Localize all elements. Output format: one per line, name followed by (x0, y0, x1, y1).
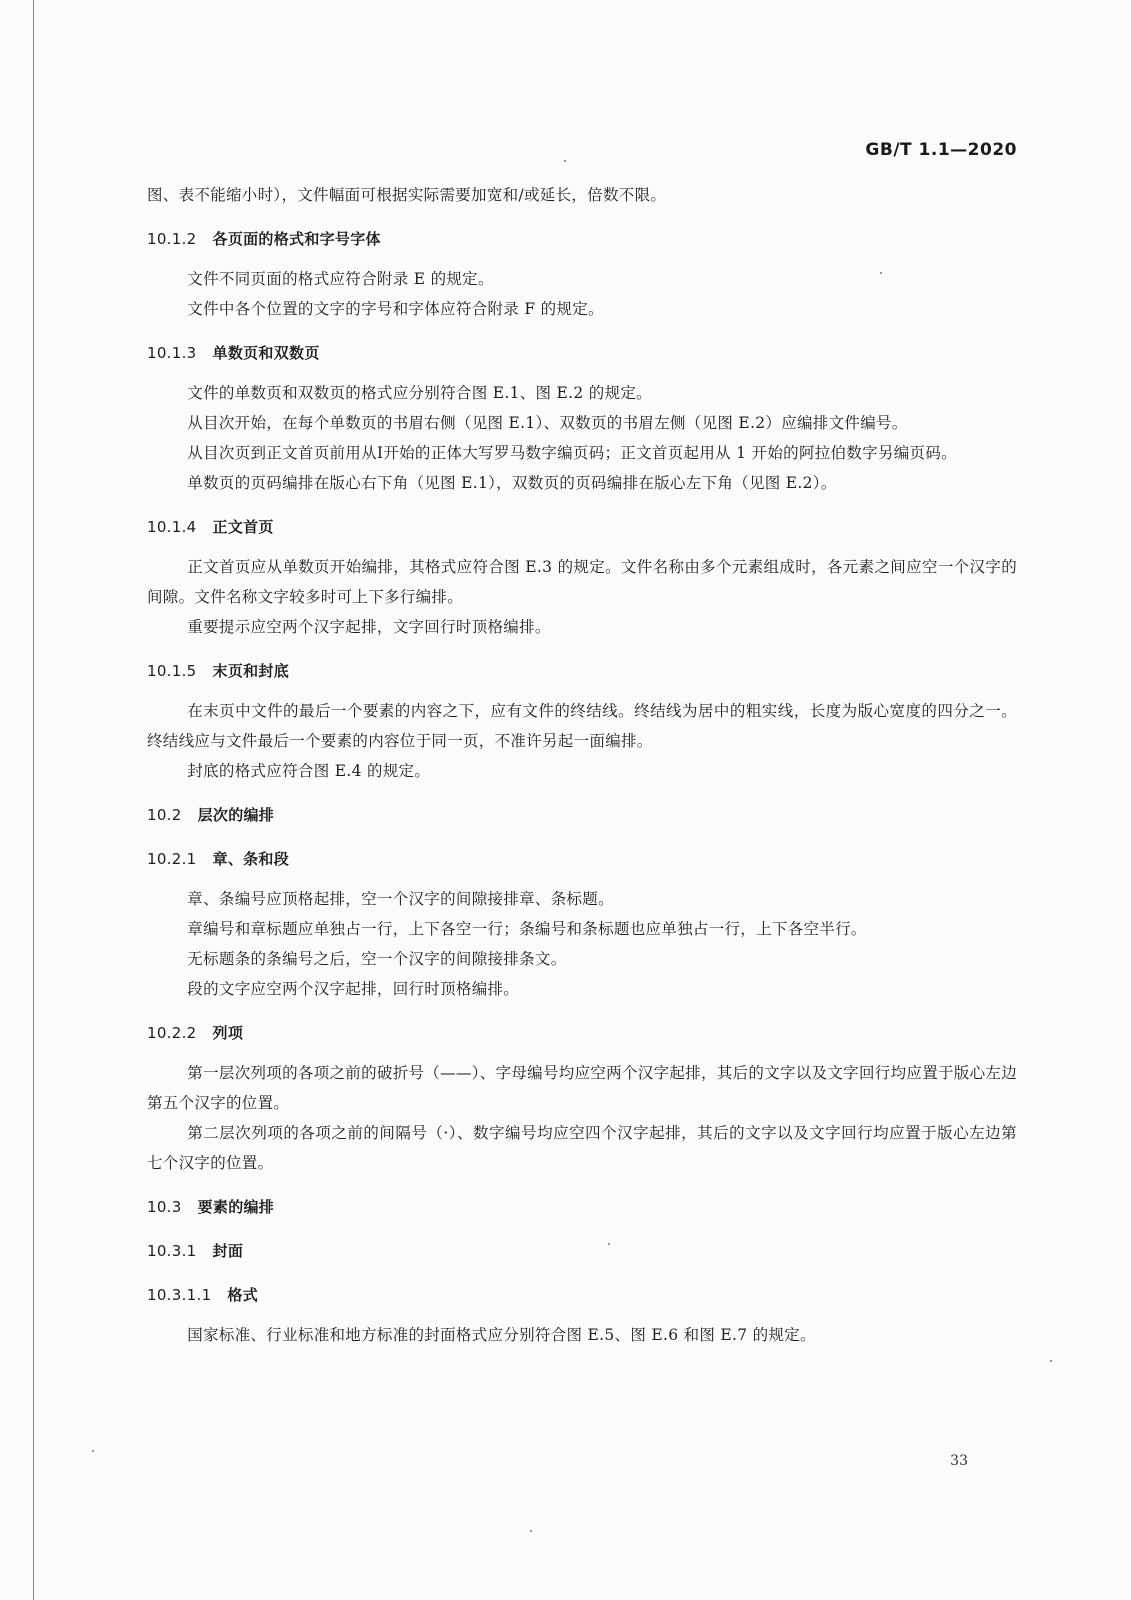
section-heading (147, 656, 1017, 686)
body-paragraph: 从目次页到正文首页前用从Ⅰ开始的正体大写罗马数字编页码；正文首页起用从 1 开始的阿拉伯数字另编页码。 (187, 444, 957, 462)
document-code-header: GB/T 1.1—2020 (865, 140, 1017, 160)
section-title: 正文首页 (212, 518, 274, 536)
section-title: 各页面的格式和字号字体 (212, 230, 381, 248)
scan-edge-line (33, 0, 34, 1600)
section-number: 10.1.2 (147, 230, 197, 248)
body-paragraph: 章、条编号应顶格起排，空一个汉字的间隙接排章、条标题。 (187, 890, 614, 908)
page-number: 33 (950, 1453, 968, 1469)
scan-speck (530, 1530, 532, 1532)
section-number: 10.3 (147, 1198, 182, 1216)
section-heading (147, 800, 1017, 830)
section-number: 10.3.1 (147, 1242, 197, 1260)
body-paragraph: 文件不同页面的格式应符合附录 E 的规定。 (187, 270, 494, 288)
body-paragraph: 在末页中文件的最后一个要素的内容之下，应有文件的终结线。终结线为居中的粗实线，长度为版心宽度的四分之一。终结线应与文件最后一个要素的内容位于同一页，不准许另起一面编排。 (147, 702, 1017, 750)
body-paragraph: 正文首页应从单数页开始编排，其格式应符合图 E.3 的规定。文件名称由多个元素组成时，各元素之间应空一个汉字的间隙。文件名称文字较多时可上下多行编排。 (147, 558, 1017, 606)
section-title: 章、条和段 (212, 850, 290, 868)
section-number: 10.2 (147, 806, 182, 824)
section-heading (147, 844, 1017, 874)
body-paragraph: 无标题条的条编号之后，空一个汉字的间隙接排条文。 (187, 950, 567, 968)
body-paragraph: 第一层次列项的各项之前的破折号（——）、字母编号均应空两个汉字起排，其后的文字以及文字回行均应置于版心左边第五个汉字的位置。 (147, 1064, 1017, 1112)
scan-speck (564, 160, 566, 162)
document-body (147, 180, 1017, 1350)
section-title: 封面 (212, 1242, 244, 1260)
body-paragraph: 图、表不能缩小时），文件幅面可根据实际需要加宽和/或延长，倍数不限。 (147, 186, 667, 204)
body-paragraph: 国家标准、行业标准和地方标准的封面格式应分别符合图 E.5、图 E.6 和图 E.7 的规定。 (187, 1326, 816, 1344)
section-number: 10.1.3 (147, 344, 197, 362)
section-title: 单数页和双数页 (212, 344, 320, 362)
scan-speck (608, 1243, 610, 1245)
section-title: 层次的编排 (197, 806, 275, 824)
section-title: 末页和封底 (212, 662, 290, 680)
body-paragraph: 封底的格式应符合图 E.4 的规定。 (187, 762, 431, 780)
section-number: 10.3.1.1 (147, 1286, 212, 1304)
body-paragraph: 第二层次列项的各项之前的间隔号（·）、数字编号均应空四个汉字起排，其后的文字以及文字回行均应置于版心左边第七个汉字的位置。 (147, 1124, 1017, 1172)
section-heading (147, 1192, 1017, 1222)
section-heading (147, 338, 1017, 368)
body-paragraph: 文件中各个位置的文字的字号和字体应符合附录 F 的规定。 (187, 300, 604, 318)
section-title: 列项 (212, 1024, 244, 1042)
body-paragraph: 单数页的页码编排在版心右下角（见图 E.1），双数页的页码编排在版心左下角（见图 E.2）。 (187, 474, 837, 492)
scan-speck (92, 1450, 94, 1452)
section-heading (147, 1236, 1017, 1266)
section-number: 10.2.2 (147, 1024, 197, 1042)
section-heading (147, 512, 1017, 542)
section-number: 10.1.5 (147, 662, 197, 680)
body-paragraph: 从目次开始，在每个单数页的书眉右侧（见图 E.1）、双数页的书眉左侧（见图 E.2）应编排文件编号。 (187, 414, 908, 432)
scan-speck (1050, 1360, 1052, 1362)
body-paragraph: 重要提示应空两个汉字起排，文字回行时顶格编排。 (187, 618, 551, 636)
section-number: 10.2.1 (147, 850, 197, 868)
section-heading (147, 224, 1017, 254)
body-paragraph: 段的文字应空两个汉字起排，回行时顶格编排。 (187, 980, 520, 998)
body-paragraph: 章编号和章标题应单独占一行，上下各空一行；条编号和条标题也应单独占一行，上下各空半行。 (187, 920, 867, 938)
section-heading (147, 1280, 1017, 1310)
section-heading (147, 1018, 1017, 1048)
body-paragraph: 文件的单数页和双数页的格式应分别符合图 E.1、图 E.2 的规定。 (187, 384, 652, 402)
section-title: 要素的编排 (197, 1198, 275, 1216)
section-title: 格式 (227, 1286, 259, 1304)
scan-speck (880, 272, 882, 274)
section-number: 10.1.4 (147, 518, 197, 536)
